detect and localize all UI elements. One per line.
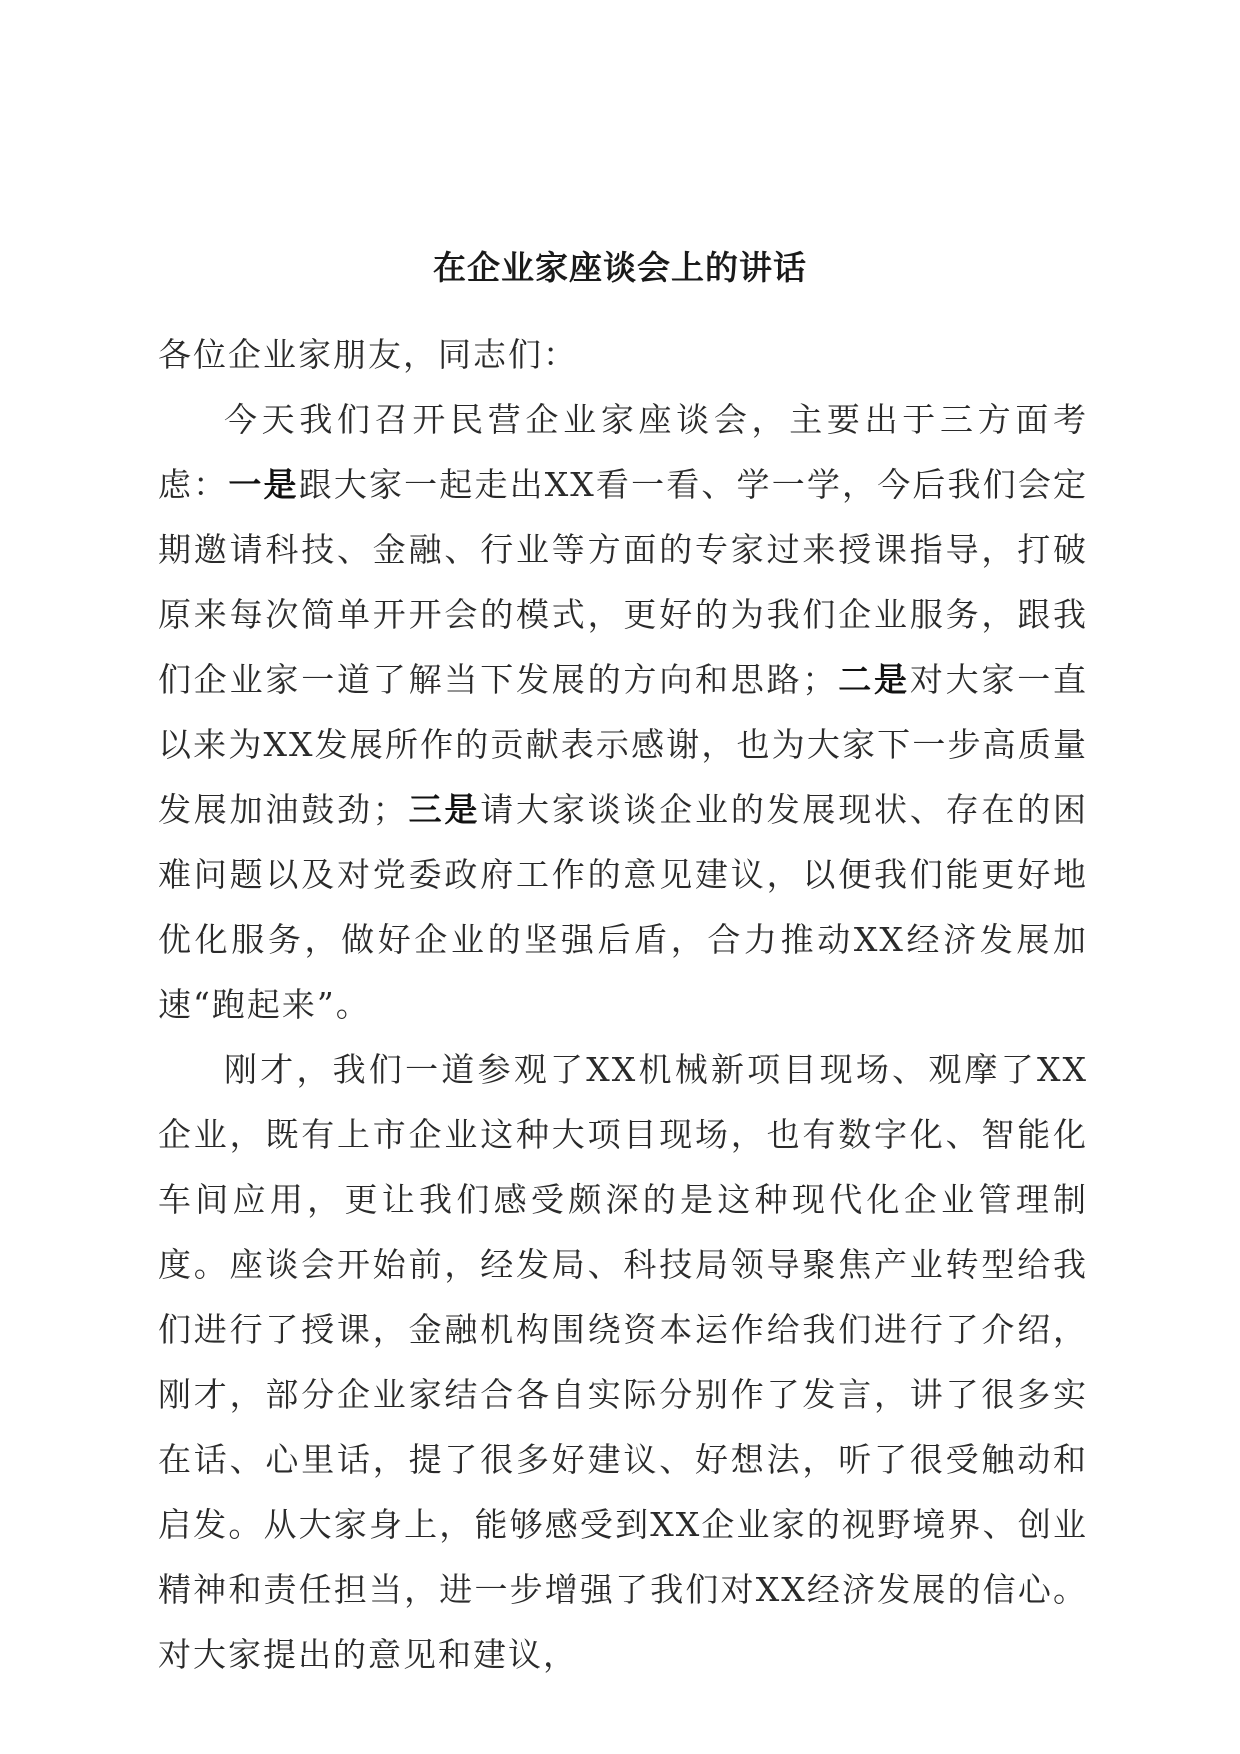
point-three-lead: 三是 <box>407 790 481 829</box>
paragraph-text: 请大家谈谈企业的发展现状、存在的困难问题以及对党委政府工作的意见建议，以便我们能更好地优化服务，做好企业的坚强后盾，合力推动XX经济发展加速“跑起来”。 <box>158 790 1089 1024</box>
paragraph-2 <box>158 1037 1088 1687</box>
paragraph-text: 今天我们召开民营企业家座谈会，主要出于三方面考虑： <box>158 400 1088 504</box>
paragraph-text: 刚才，我们一道参观了XX机械新项目现场、观摩了XX企业，既有上市企业这种大项目现场，也有数字化、智能化车间应用，更让我们感受颇深的是这种现代化企业管理制度。座谈会开始前，经发局、科技局领导聚焦产业转型给我们进行了授课，金融机构围绕资本运作给我们进行了介绍，刚才，部分企业家结合各自实际分别作了发言，讲了很多实在话、心里话，提了很多好建议、好想法，听了很受触动和启发。从大家身上，能够感受到XX企业家的视野境界、创业精神和责任担当，进一步增强了我们对XX经济发展的信心。对大家提出的意见和建议， <box>158 1050 1088 1674</box>
salutation: 各位企业家朋友，同志们： <box>158 335 578 374</box>
document-body <box>158 322 1088 1687</box>
paragraph-1 <box>158 387 1088 1037</box>
paragraph-text: 对大家一直以来为XX发展所作的贡献表示感谢，也为大家下一步高质量发展加油鼓劲； <box>158 660 1089 829</box>
paragraph-text: 跟大家一起走出XX看一看、学一学，今后我们会定期邀请科技、金融、行业等方面的专家过来授课指导，打破原来每次简单开开会的模式，更好的为我们企业服务，跟我们企业家一道了解当下发展的方向和思路； <box>158 465 1089 699</box>
point-two-lead: 二是 <box>837 660 910 699</box>
point-one-lead: 一是 <box>228 465 299 504</box>
document-title: 在企业家座谈会上的讲话 <box>433 248 807 288</box>
